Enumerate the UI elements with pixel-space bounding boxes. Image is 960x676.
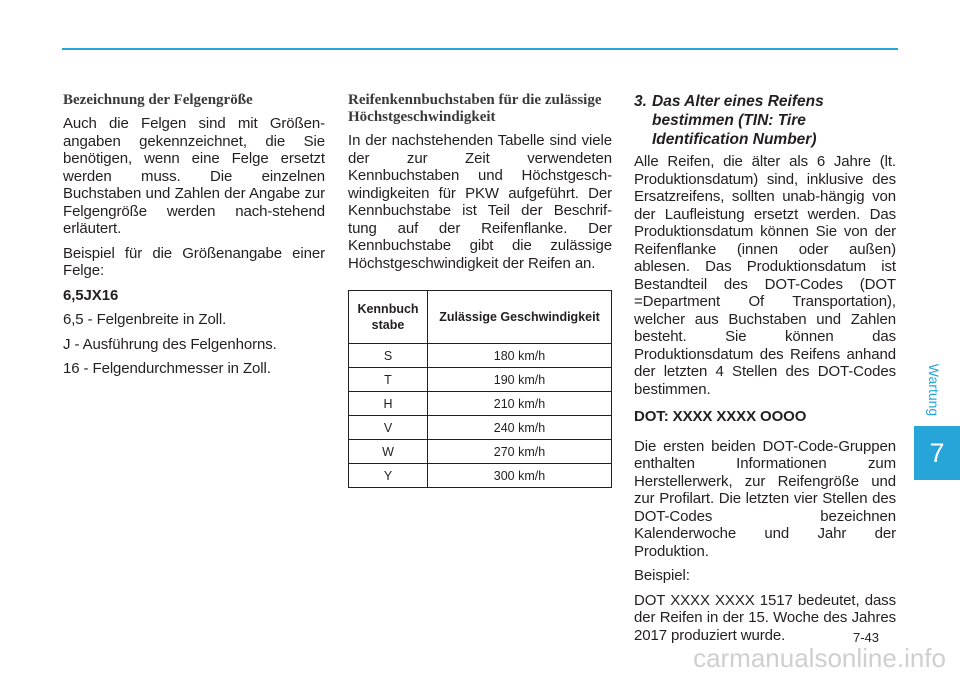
cell-code: S [349, 344, 428, 368]
heading-line-1: Das Alter eines Reifens [652, 93, 824, 110]
column-tire-age [634, 92, 896, 651]
section-name: Wartung [926, 363, 942, 417]
table-row [349, 368, 612, 392]
cell-speed: 300 km/h [428, 464, 612, 488]
header-speed: Zulässige Geschwindigkeit [428, 291, 612, 344]
column-rim-size [63, 92, 325, 385]
cell-speed: 210 km/h [428, 392, 612, 416]
cell-speed: 240 km/h [428, 416, 612, 440]
cell-speed: 180 km/h [428, 344, 612, 368]
table-row [349, 464, 612, 488]
dot-code-format: DOT: XXXX XXXX OOOO [634, 408, 807, 425]
rim-diameter-line: 16 - Felgendurchmesser in Zoll. [63, 360, 271, 377]
table-row [349, 416, 612, 440]
watermark: carmanualsonline.info [693, 643, 946, 673]
heading-rim-size: Bezeichnung der Felgengröße [63, 92, 253, 108]
table-row [349, 392, 612, 416]
chapter-number-box: 7 [914, 426, 960, 480]
paragraph-rim-example-intro: Beispiel für die Größenangabe einer Felge: [63, 244, 325, 279]
cell-code: T [349, 368, 428, 392]
paragraph-speed-intro: In der nachstehenden Tabelle sind viele der zur Zeit verwendeten Kennbuchstaben und Höchstgesch-windigkeiten für PKW aufgeführt. Der Kennbuchstabe ist Teil der Beschrif-tung auf der Reifenflanke. Der Kennbuchstabe gibt die zulässige Höchstgeschwindigkeit der Reifen an. [348, 132, 612, 272]
heading-number: 3. [634, 93, 647, 110]
section-tab-label [918, 360, 950, 420]
header-code: Kennbuch stabe [349, 291, 428, 344]
cell-code: H [349, 392, 428, 416]
example-label: Beispiel: [634, 567, 690, 584]
top-rule [62, 48, 898, 50]
table-row [349, 344, 612, 368]
heading-tire-age [634, 92, 896, 149]
cell-speed: 270 km/h [428, 440, 612, 464]
column-speed-rating [348, 92, 612, 488]
cell-speed: 190 km/h [428, 368, 612, 392]
rim-width-line: 6,5 - Felgenbreite in Zoll. [63, 311, 227, 328]
cell-code: Y [349, 464, 428, 488]
heading-speed-rating: Reifenkennbuchstaben für die zulässige Höchstgeschwindigkeit [348, 92, 602, 125]
paragraph-dot-explanation: Die ersten beiden DOT-Code-Gruppen enthalten Informationen zum Herstellerwerk, zur Reifengröße und zur Profilart. Die letzten vier Stellen des DOT-Codes bezeichnen Kalenderwoche und Jahr der Produktion. [634, 437, 896, 560]
paragraph-tire-age: Alle Reifen, die älter als 6 Jahre (lt. Produktionsdatum) sind, inklusive des Ersatzreifens, sollten unab-hängig von der Laufleistung ersetzt werden. Das Produktionsdatum können Sie von der Reifenflanke (innen oder außen) ablesen. Das Produktionsdatum ist Bestandteil des DOT-Codes (DOT =Department Of Transportation), welcher aus Buchstaben und Zahlen besteht. Sie können das Produktionsdatum des Reifens anhand der letzten 4 Stellen des DOT-Codes bestimmen. [634, 153, 896, 398]
heading-line-2: bestimmen (TIN: Tire [652, 112, 806, 129]
heading-line-3: Identification Number) [652, 131, 817, 148]
table-row [349, 440, 612, 464]
rim-flange-line: J - Ausführung des Felgenhorns. [63, 335, 277, 353]
page-number: 7-43 [853, 630, 880, 645]
paragraph-rim-intro: Auch die Felgen sind mit Größen-angaben gekennzeichnet, die Sie benötigen, wenn eine Felge ersetzt werden muss. Die einzelnen Buchstaben und Zahlen der Angabe zur Felgengröße werden nach-stehend erläutert. [63, 115, 325, 237]
cell-code: V [349, 416, 428, 440]
speed-rating-table [348, 290, 612, 488]
paragraph-dot-example: DOT XXXX XXXX 1517 bedeutet, dass der Reifen in der 15. Woche des Jahres 2017 produziert wurde. [634, 591, 896, 644]
cell-code: W [349, 440, 428, 464]
rim-example-code: 6,5JX16 [63, 286, 119, 304]
table-header-row [349, 291, 612, 344]
